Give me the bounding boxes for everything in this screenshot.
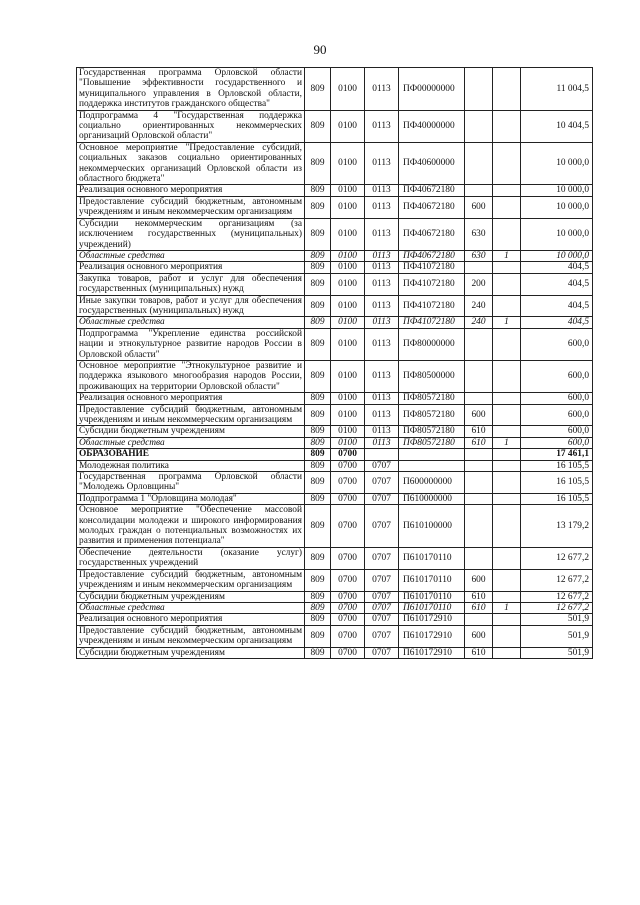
subsection-code-cell: 0707 [365, 493, 399, 504]
table-row [77, 273, 593, 295]
funding-source-cell [493, 505, 521, 548]
table-row [77, 404, 593, 426]
section-code-cell: 0700 [331, 547, 365, 569]
table-row [77, 547, 593, 569]
expense-type-cell [465, 262, 493, 273]
expense-type-cell [465, 68, 493, 111]
amount-cell: 13 179,2 [521, 505, 593, 548]
expense-type-cell [465, 460, 493, 471]
section-code-cell: 0700 [331, 505, 365, 548]
expense-type-cell [465, 493, 493, 504]
target-article-cell: ПФ80500000 [399, 360, 465, 392]
budget-table [76, 67, 593, 659]
expense-type-cell [465, 547, 493, 569]
row-name-cell: Государственная программа Орловской области "Повышение эффективности государственного и муниципального управления в Орловской области, поддержка институтов гражданского общества" [77, 68, 305, 111]
table-row [77, 196, 593, 218]
table-row [77, 317, 593, 328]
table-row [77, 360, 593, 392]
expense-type-cell [465, 614, 493, 625]
funding-source-cell [493, 196, 521, 218]
section-code-cell: 0700 [331, 614, 365, 625]
section-code-cell: 0700 [331, 625, 365, 647]
subsection-code-cell: 0707 [365, 547, 399, 569]
expense-type-cell: 610 [465, 602, 493, 613]
expense-type-cell [465, 328, 493, 360]
subsection-code-cell: 0113 [365, 185, 399, 196]
table-row [77, 647, 593, 658]
subsection-code-cell: 0113 [365, 196, 399, 218]
row-name-cell: Предоставление субсидий бюджетным, автономным учреждениям и иным некоммерческим организациям [77, 404, 305, 426]
row-name-cell: Основное мероприятие "Предоставление субсидий, социальных заказов социально ориентированных некоммерческих организаций Орловской области из областного бюджета" [77, 142, 305, 185]
row-name-cell: Закупка товаров, работ и услуг для обеспечения государственных (муниципальных) нужд [77, 273, 305, 295]
subsection-code-cell: 0113 [365, 273, 399, 295]
subsection-code-cell: 0113 [365, 328, 399, 360]
target-article-cell [399, 449, 465, 460]
amount-cell: 600,0 [521, 404, 593, 426]
table-row [77, 625, 593, 647]
amount-cell: 12 677,2 [521, 602, 593, 613]
section-code-cell: 0100 [331, 360, 365, 392]
ministry-code-cell: 809 [305, 569, 331, 591]
section-code-cell: 0100 [331, 250, 365, 261]
target-article-cell: ПФ80572180 [399, 393, 465, 404]
row-name-cell: Иные закупки товаров, работ и услуг для обеспечения государственных (муниципальных) нужд [77, 295, 305, 317]
amount-cell: 600,0 [521, 393, 593, 404]
subsection-code-cell: 0707 [365, 614, 399, 625]
section-code-cell: 0700 [331, 591, 365, 602]
table-row [77, 569, 593, 591]
amount-cell: 10 000,0 [521, 142, 593, 185]
funding-source-cell [493, 218, 521, 250]
expense-type-cell: 610 [465, 437, 493, 448]
row-name-cell: Областные средства [77, 250, 305, 261]
target-article-cell: ПФ41072180 [399, 317, 465, 328]
amount-cell: 404,5 [521, 317, 593, 328]
table-row [77, 262, 593, 273]
ministry-code-cell: 809 [305, 250, 331, 261]
subsection-code-cell: 0113 [365, 250, 399, 261]
section-code-cell: 0100 [331, 295, 365, 317]
amount-cell: 16 105,5 [521, 460, 593, 471]
subsection-code-cell: 0707 [365, 460, 399, 471]
funding-source-cell [493, 449, 521, 460]
expense-type-cell: 200 [465, 273, 493, 295]
section-code-cell: 0100 [331, 393, 365, 404]
amount-cell: 600,0 [521, 360, 593, 392]
target-article-cell: П610170110 [399, 547, 465, 569]
funding-source-cell [493, 360, 521, 392]
funding-source-cell [493, 393, 521, 404]
target-article-cell: ПФ80572180 [399, 437, 465, 448]
expense-type-cell: 630 [465, 250, 493, 261]
funding-source-cell [493, 426, 521, 437]
target-article-cell: ПФ41072180 [399, 273, 465, 295]
ministry-code-cell: 809 [305, 614, 331, 625]
section-code-cell: 0100 [331, 142, 365, 185]
expense-type-cell: 240 [465, 295, 493, 317]
funding-source-cell: 1 [493, 602, 521, 613]
ministry-code-cell: 809 [305, 547, 331, 569]
target-article-cell: ПФ40600000 [399, 142, 465, 185]
subsection-code-cell: 0113 [365, 110, 399, 142]
target-article-cell [399, 460, 465, 471]
row-name-cell: Субсидии бюджетным учреждениям [77, 647, 305, 658]
row-name-cell: ОБРАЗОВАНИЕ [77, 449, 305, 460]
subsection-code-cell: 0707 [365, 602, 399, 613]
section-code-cell: 0700 [331, 647, 365, 658]
target-article-cell: ПФ40000000 [399, 110, 465, 142]
section-code-cell: 0700 [331, 449, 365, 460]
ministry-code-cell: 809 [305, 185, 331, 196]
amount-cell: 16 105,5 [521, 493, 593, 504]
subsection-code-cell: 0113 [365, 317, 399, 328]
table-row [77, 449, 593, 460]
ministry-code-cell: 809 [305, 317, 331, 328]
amount-cell: 10 000,0 [521, 196, 593, 218]
table-row [77, 218, 593, 250]
row-name-cell: Предоставление субсидий бюджетным, автономным учреждениям и иным некоммерческим организациям [77, 196, 305, 218]
budget-table-body [77, 68, 593, 659]
amount-cell: 600,0 [521, 328, 593, 360]
subsection-code-cell: 0113 [365, 426, 399, 437]
row-name-cell: Основное мероприятие "Этнокультурное развитие и поддержка языкового многообразия народов России, проживающих на территории Орловской области" [77, 360, 305, 392]
row-name-cell: Государственная программа Орловской области "Молодежь Орловщины" [77, 472, 305, 494]
expense-type-cell [465, 449, 493, 460]
funding-source-cell [493, 547, 521, 569]
expense-type-cell [465, 505, 493, 548]
amount-cell: 12 677,2 [521, 547, 593, 569]
ministry-code-cell: 809 [305, 449, 331, 460]
target-article-cell: П600000000 [399, 472, 465, 494]
amount-cell: 600,0 [521, 437, 593, 448]
amount-cell: 404,5 [521, 262, 593, 273]
ministry-code-cell: 809 [305, 493, 331, 504]
funding-source-cell [493, 404, 521, 426]
ministry-code-cell: 809 [305, 196, 331, 218]
row-name-cell: Молодежная политика [77, 460, 305, 471]
section-code-cell: 0100 [331, 317, 365, 328]
target-article-cell: П610100000 [399, 505, 465, 548]
ministry-code-cell: 809 [305, 460, 331, 471]
funding-source-cell [493, 328, 521, 360]
table-row [77, 185, 593, 196]
funding-source-cell [493, 460, 521, 471]
amount-cell: 16 105,5 [521, 472, 593, 494]
section-code-cell: 0100 [331, 218, 365, 250]
ministry-code-cell: 809 [305, 404, 331, 426]
ministry-code-cell: 809 [305, 110, 331, 142]
row-name-cell: Реализация основного мероприятия [77, 185, 305, 196]
subsection-code-cell: 0707 [365, 647, 399, 658]
ministry-code-cell: 809 [305, 437, 331, 448]
target-article-cell: П610170110 [399, 591, 465, 602]
row-name-cell: Реализация основного мероприятия [77, 393, 305, 404]
ministry-code-cell: 809 [305, 360, 331, 392]
row-name-cell: Областные средства [77, 317, 305, 328]
subsection-code-cell: 0113 [365, 404, 399, 426]
expense-type-cell: 600 [465, 569, 493, 591]
funding-source-cell [493, 591, 521, 602]
subsection-code-cell [365, 449, 399, 460]
target-article-cell: ПФ80572180 [399, 426, 465, 437]
section-code-cell: 0100 [331, 328, 365, 360]
target-article-cell: П610172910 [399, 614, 465, 625]
amount-cell: 404,5 [521, 295, 593, 317]
target-article-cell: ПФ41072180 [399, 295, 465, 317]
table-row [77, 614, 593, 625]
funding-source-cell [493, 625, 521, 647]
expense-type-cell: 600 [465, 625, 493, 647]
expense-type-cell: 610 [465, 426, 493, 437]
amount-cell: 10 000,0 [521, 185, 593, 196]
ministry-code-cell: 809 [305, 647, 331, 658]
funding-source-cell [493, 472, 521, 494]
ministry-code-cell: 809 [305, 625, 331, 647]
target-article-cell: ПФ40672180 [399, 185, 465, 196]
amount-cell: 12 677,2 [521, 591, 593, 602]
funding-source-cell [493, 295, 521, 317]
expense-type-cell [465, 472, 493, 494]
subsection-code-cell: 0707 [365, 472, 399, 494]
section-code-cell: 0700 [331, 569, 365, 591]
section-code-cell: 0100 [331, 68, 365, 111]
amount-cell: 600,0 [521, 426, 593, 437]
row-name-cell: Предоставление субсидий бюджетным, автономным учреждениям и иным некоммерческим организациям [77, 569, 305, 591]
ministry-code-cell: 809 [305, 591, 331, 602]
expense-type-cell: 610 [465, 647, 493, 658]
subsection-code-cell: 0113 [365, 218, 399, 250]
section-code-cell: 0700 [331, 472, 365, 494]
funding-source-cell [493, 493, 521, 504]
table-row [77, 602, 593, 613]
funding-source-cell [493, 273, 521, 295]
funding-source-cell [493, 262, 521, 273]
amount-cell: 10 000,0 [521, 250, 593, 261]
funding-source-cell [493, 614, 521, 625]
expense-type-cell [465, 360, 493, 392]
ministry-code-cell: 809 [305, 602, 331, 613]
section-code-cell: 0100 [331, 262, 365, 273]
table-row [77, 250, 593, 261]
subsection-code-cell: 0113 [365, 437, 399, 448]
ministry-code-cell: 809 [305, 472, 331, 494]
funding-source-cell [493, 68, 521, 111]
row-name-cell: Областные средства [77, 602, 305, 613]
section-code-cell: 0700 [331, 460, 365, 471]
amount-cell: 17 461,1 [521, 449, 593, 460]
subsection-code-cell: 0113 [365, 68, 399, 111]
table-row [77, 393, 593, 404]
amount-cell: 501,9 [521, 614, 593, 625]
funding-source-cell [493, 142, 521, 185]
expense-type-cell [465, 110, 493, 142]
target-article-cell: П610172910 [399, 647, 465, 658]
section-code-cell: 0100 [331, 273, 365, 295]
amount-cell: 10 404,5 [521, 110, 593, 142]
subsection-code-cell: 0113 [365, 295, 399, 317]
funding-source-cell: 1 [493, 250, 521, 261]
table-row [77, 328, 593, 360]
row-name-cell: Основное мероприятие "Обеспечение массовой консолидации молодежи и широкого информирования молодых граждан о потенциальных возможностях их развития и применения потенциала" [77, 505, 305, 548]
expense-type-cell: 240 [465, 317, 493, 328]
amount-cell: 404,5 [521, 273, 593, 295]
table-row [77, 68, 593, 111]
funding-source-cell [493, 647, 521, 658]
ministry-code-cell: 809 [305, 68, 331, 111]
subsection-code-cell: 0113 [365, 393, 399, 404]
expense-type-cell [465, 393, 493, 404]
subsection-code-cell: 0707 [365, 505, 399, 548]
table-row [77, 472, 593, 494]
target-article-cell: ПФ80572180 [399, 404, 465, 426]
funding-source-cell [493, 110, 521, 142]
target-article-cell: ПФ00000000 [399, 68, 465, 111]
section-code-cell: 0100 [331, 110, 365, 142]
subsection-code-cell: 0113 [365, 360, 399, 392]
table-row [77, 437, 593, 448]
ministry-code-cell: 809 [305, 328, 331, 360]
target-article-cell: ПФ41072180 [399, 262, 465, 273]
subsection-code-cell: 0113 [365, 142, 399, 185]
row-name-cell: Предоставление субсидий бюджетным, автономным учреждениям и иным некоммерческим организациям [77, 625, 305, 647]
funding-source-cell: 1 [493, 437, 521, 448]
target-article-cell: ПФ40672180 [399, 196, 465, 218]
target-article-cell: П610170110 [399, 602, 465, 613]
row-name-cell: Подпрограмма 1 "Орловщина молодая" [77, 493, 305, 504]
table-row [77, 110, 593, 142]
row-name-cell: Областные средства [77, 437, 305, 448]
funding-source-cell [493, 569, 521, 591]
table-row [77, 426, 593, 437]
expense-type-cell: 600 [465, 404, 493, 426]
ministry-code-cell: 809 [305, 426, 331, 437]
ministry-code-cell: 809 [305, 273, 331, 295]
page-number: 90 [313, 42, 327, 57]
expense-type-cell [465, 185, 493, 196]
table-row [77, 295, 593, 317]
expense-type-cell: 610 [465, 591, 493, 602]
target-article-cell: П610172910 [399, 625, 465, 647]
ministry-code-cell: 809 [305, 393, 331, 404]
table-row [77, 505, 593, 548]
target-article-cell: ПФ80000000 [399, 328, 465, 360]
table-row [77, 493, 593, 504]
amount-cell: 12 677,2 [521, 569, 593, 591]
section-code-cell: 0100 [331, 426, 365, 437]
subsection-code-cell: 0707 [365, 625, 399, 647]
row-name-cell: Подпрограмма "Укрепление единства российской нации и этнокультурное развитие народов России в Орловской области" [77, 328, 305, 360]
amount-cell: 10 000,0 [521, 218, 593, 250]
row-name-cell: Подпрограмма 4 "Государственная поддержка социально ориентированных некоммерческих организаций Орловской области" [77, 110, 305, 142]
amount-cell: 501,9 [521, 647, 593, 658]
ministry-code-cell: 809 [305, 505, 331, 548]
row-name-cell: Реализация основного мероприятия [77, 614, 305, 625]
row-name-cell: Реализация основного мероприятия [77, 262, 305, 273]
table-row [77, 460, 593, 471]
table-row [77, 591, 593, 602]
section-code-cell: 0700 [331, 602, 365, 613]
row-name-cell: Обеспечение деятельности (оказание услуг) государственных учреждений [77, 547, 305, 569]
ministry-code-cell: 809 [305, 262, 331, 273]
row-name-cell: Субсидии бюджетным учреждениям [77, 426, 305, 437]
section-code-cell: 0100 [331, 196, 365, 218]
amount-cell: 11 004,5 [521, 68, 593, 111]
row-name-cell: Субсидии бюджетным учреждениям [77, 591, 305, 602]
expense-type-cell [465, 142, 493, 185]
ministry-code-cell: 809 [305, 142, 331, 185]
funding-source-cell [493, 185, 521, 196]
target-article-cell: П610170110 [399, 569, 465, 591]
table-row [77, 142, 593, 185]
target-article-cell: ПФ40672180 [399, 218, 465, 250]
section-code-cell: 0100 [331, 404, 365, 426]
section-code-cell: 0100 [331, 185, 365, 196]
subsection-code-cell: 0113 [365, 262, 399, 273]
subsection-code-cell: 0707 [365, 569, 399, 591]
ministry-code-cell: 809 [305, 295, 331, 317]
target-article-cell: П610000000 [399, 493, 465, 504]
row-name-cell: Субсидии некоммерческим организациям (за исключением государственных (муниципальных) учреждений) [77, 218, 305, 250]
expense-type-cell: 630 [465, 218, 493, 250]
subsection-code-cell: 0707 [365, 591, 399, 602]
amount-cell: 501,9 [521, 625, 593, 647]
funding-source-cell: 1 [493, 317, 521, 328]
expense-type-cell: 600 [465, 196, 493, 218]
target-article-cell: ПФ40672180 [399, 250, 465, 261]
section-code-cell: 0700 [331, 493, 365, 504]
ministry-code-cell: 809 [305, 218, 331, 250]
section-code-cell: 0100 [331, 437, 365, 448]
